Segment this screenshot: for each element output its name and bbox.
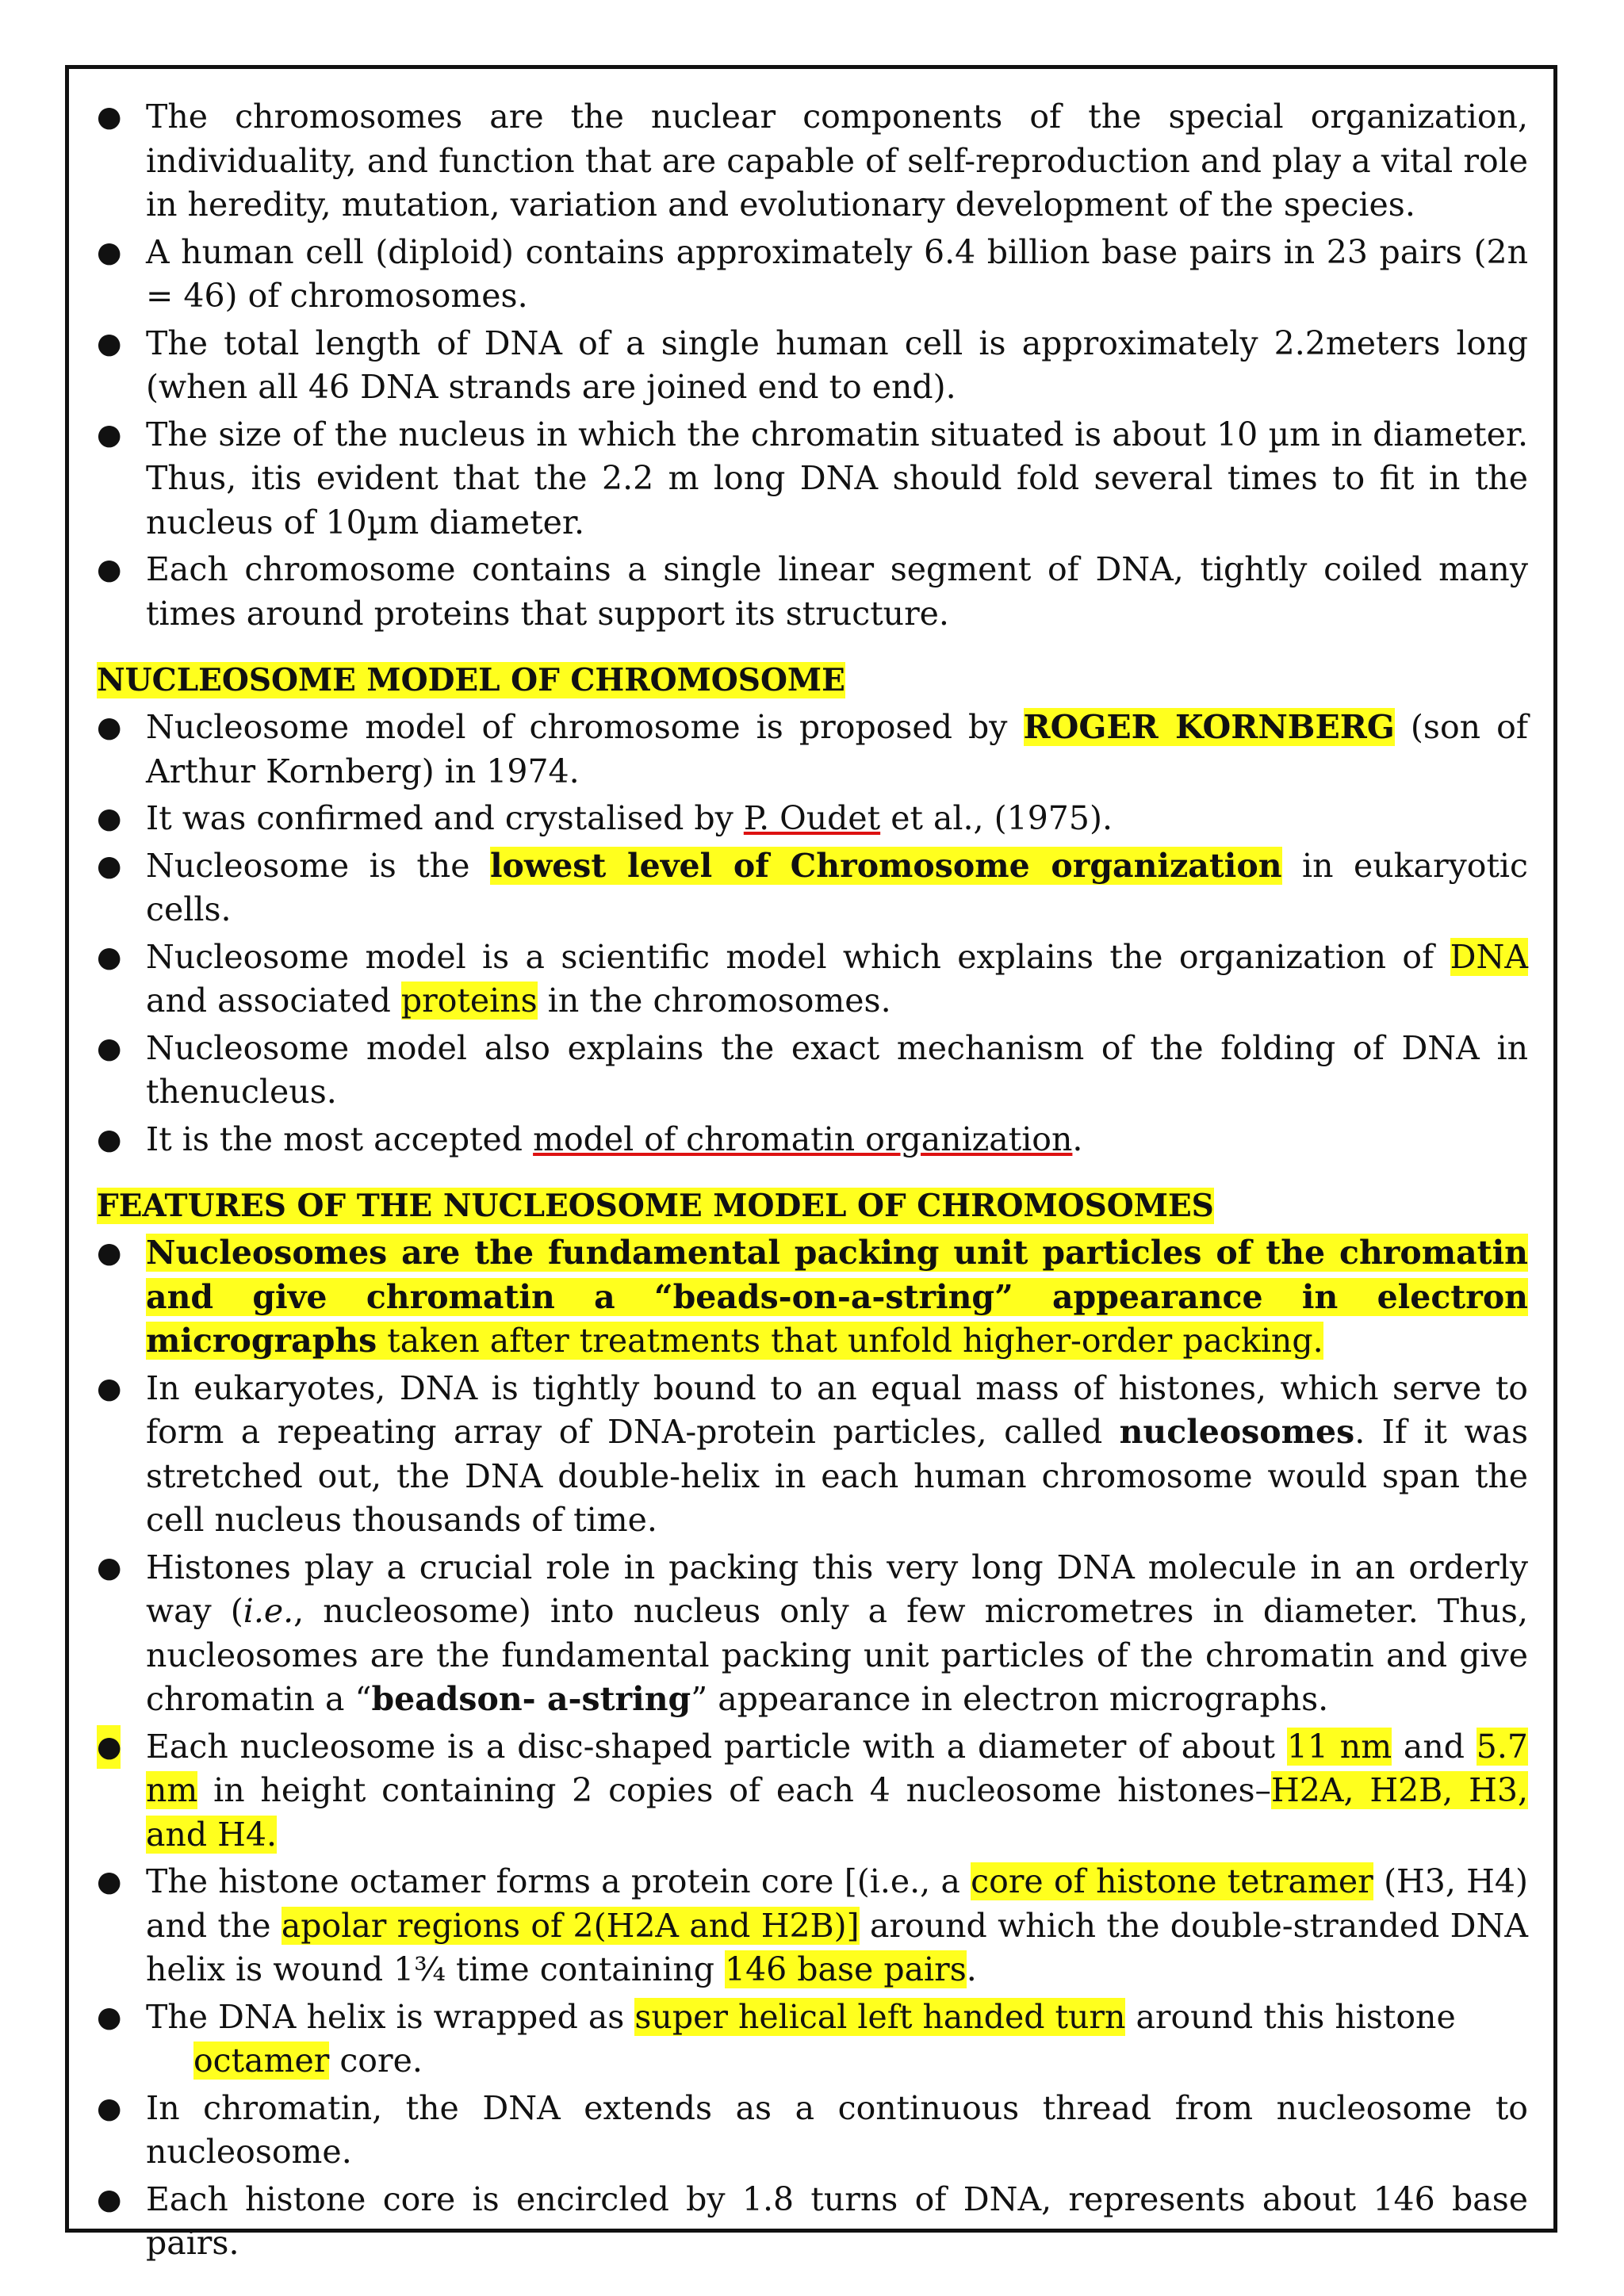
highlighted-term: super helical left handed turn: [634, 1997, 1126, 2036]
highlighted-term: proteins: [400, 982, 538, 1020]
intro-list: [97, 95, 1528, 636]
bullet-icon: ●: [97, 1372, 122, 1405]
underlined-citation: P. Oudet: [743, 799, 881, 837]
bullet-icon: ●: [97, 1551, 122, 1584]
bullet-icon: ●: [97, 2091, 122, 2125]
list-item: ● The size of the nucleus in which the chromatin situated is about 10 µm in diameter. Thus, itis evident that the 2.2 m long DNA should fold several times to fit in the nucleus of 10µm diameter.: [97, 413, 1528, 545]
highlighted-term: DNA: [1450, 937, 1528, 976]
bullet-icon: ●: [97, 235, 122, 269]
bullet-icon: ●: [97, 553, 122, 586]
list-item: ● Each histone core is encircled by 1.8 turns of DNA, represents about 146 base pairs.: [97, 2178, 1528, 2266]
list-item: ● Nucleosome model is a scientific model which explains the organization of DNA and associated proteins in the chromosomes.: [97, 936, 1528, 1024]
highlighted-term: octamer: [193, 2042, 330, 2080]
highlighted-term: H2A, H2B, H3, and H4.: [146, 1771, 1528, 1854]
highlighted-name: ROGER KORNBERG: [1023, 708, 1395, 746]
list-item: ● The total length of DNA of a single human cell is approximately 2.2meters long (when all 46 DNA strands are joined end to end).: [97, 322, 1528, 410]
bullet-icon: ●: [97, 940, 122, 974]
list-item: ● It is the most accepted model of chromatin organization.: [97, 1118, 1528, 1162]
bullet-icon: ●: [97, 418, 122, 451]
bullet-icon: ●: [97, 1237, 122, 1269]
bullet-icon: ●: [97, 1123, 122, 1156]
list-item: ● Nucleosome model of chromosome is proposed by ROGER KORNBERG (son of Arthur Kornberg) in 1974.: [97, 706, 1528, 794]
underlined-term: model of chromatin organization: [533, 1119, 1073, 1158]
list-item: ● Nucleosome model also explains the exact mechanism of the folding of DNA in thenucleus.: [97, 1027, 1528, 1115]
highlighted-term: core of histone tetramer: [971, 1862, 1373, 1900]
section-heading-features: FEATURES OF THE NUCLEOSOME MODEL OF CHROMOSOMES: [97, 1188, 1214, 1224]
nucleosome-model-list: [97, 706, 1528, 1161]
bullet-icon: ●: [97, 802, 122, 835]
highlighted-term: 146 base pairs: [725, 1950, 967, 1988]
bullet-icon: ●: [97, 711, 122, 744]
list-item: ● In eukaryotes, DNA is tightly bound to an equal mass of histones, which serve to form a repeating array of DNA-protein particles, called nucleosomes. If it was stretched out, the DNA double-helix in each human chromosome would span the cell nucleus thousands of time.: [97, 1367, 1528, 1543]
bullet-icon: ●: [97, 1031, 122, 1065]
section-heading-nucleosome-model: NUCLEOSOME MODEL OF CHROMOSOME: [97, 662, 845, 698]
bullet-icon: ●: [97, 101, 122, 133]
bullet-icon: ●: [97, 2183, 122, 2216]
highlighted-term: lowest level of Chromosome organization: [489, 846, 1282, 885]
list-item: ● In chromatin, the DNA extends as a continuous thread from nucleosome to nucleosome.: [97, 2087, 1528, 2175]
bullet-icon: ●: [97, 327, 122, 360]
list-item: ● Each chromosome contains a single linear segment of DNA, tightly coiled many times around proteins that support its structure.: [97, 548, 1528, 636]
bullet-icon: ●: [97, 1866, 122, 1898]
highlighted-term: 5.7 nm: [146, 1727, 1529, 1809]
list-item: ● The chromosomes are the nuclear components of the special organization, individuality, and function that are capable of self-reproduction and play a vital role in heredity, mutation, variation and evolutionary development of the species.: [97, 95, 1528, 228]
highlighted-term: 11 nm: [1286, 1727, 1392, 1766]
bullet-icon: ●: [97, 849, 122, 882]
list-item: ● The DNA helix is wrapped as super helical left handed turn around this histone octamer core.: [97, 1996, 1528, 2084]
list-item: ● Histones play a crucial role in packing this very long DNA molecule in an orderly way (i.e., nucleosome) into nucleus only a few micrometres in diameter. Thus, nucleosomes are the fundamental packing unit particles of the chromatin and give chromatin a “beadson- a-string” appearance in electron micrographs.: [97, 1546, 1528, 1722]
features-list: [97, 1231, 1528, 2266]
list-item: ● Each nucleosome is a disc-shaped particle with a diameter of about 11 nm and 5.7 nm in height containing 2 copies of each 4 nucleosome histones–H2A, H2B, H3, and H4.: [97, 1725, 1528, 1858]
document-body: [97, 95, 1528, 2269]
list-item: ● Nucleosome is the lowest level of Chromosome organization in eukaryotic cells.: [97, 844, 1528, 932]
list-item: ● A human cell (diploid) contains approximately 6.4 billion base pairs in 23 pairs (2n = 46) of chromosomes.: [97, 231, 1528, 319]
list-item: ● The histone octamer forms a protein core [(i.e., a core of histone tetramer (H3, H4) and the apolar regions of 2(H2A and H2B)] around which the double-stranded DNA helix is wound 1¾ time containing 146 base pairs.: [97, 1860, 1528, 1992]
highlighted-term: apolar regions of 2(H2A and H2B)]: [281, 1906, 860, 1945]
bullet-icon: ●: [97, 1725, 121, 1770]
highlighted-statement: Nucleosomes are the fundamental packing unit particles of the chromatin and give chromatin a “beads-on-a-string” appearance in electron micrographs: [146, 1234, 1528, 1360]
bullet-icon: ●: [97, 2000, 122, 2034]
list-item: ● Nucleosomes are the fundamental packing unit particles of the chromatin and give chromatin a “beads-on-a-string” appearance in electron micrographs taken after treatments that unfold higher-order packing.: [97, 1231, 1528, 1364]
list-item: ● It was confirmed and crystalised by P. Oudet et al., (1975).: [97, 797, 1528, 841]
